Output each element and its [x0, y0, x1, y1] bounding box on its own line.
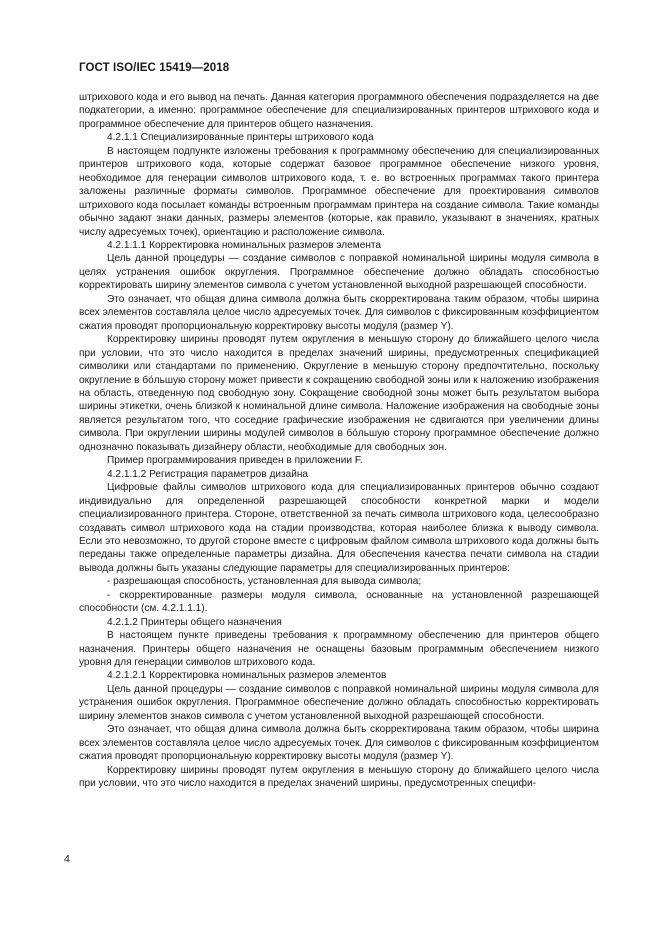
paragraph: Это означает, что общая длина символа должна быть скорректирована таким образом, чтобы ширина всех элементов составляла целое число адресуемых точек. Для символов с фиксированным коэффициентом сжатия проводят пропорциональную корректировку высоты модуля (размер Y). — [79, 293, 599, 332]
paragraph: В настоящем подпункте изложены требования к программному обеспечению для специализированных принтеров штрихового кода, которые содержат базовое программное обеспечение низкого уровня, необходимое для генерации символов штрихового кода, т. е. во встроенных программах такого принтера заложены различные форматы символов. Программное обеспечение для проектирования символов штрихового кода посылает команды встроенным программам принтера на создание символа. Такие команды обычно задают знаки данных, размеры элементов (которые, как правило, указывают в значениях, кратных числу адресуемых точек), ориентацию и расположение символа. — [79, 145, 599, 238]
paragraph: штрихового кода и его вывод на печать. Данная категория программного обеспечения подразделяется на две подкатегории, а именно: программное обеспечение для специализированных принтеров штрихового кода и программное обеспечение для принтеров общего назначения. — [79, 92, 599, 130]
paragraph: Цель данной процедуры — создание символов с поправкой номинальной ширины модуля символа в целях устранения ошибок округления. Программное обеспечение должно обладать способностью корректировать ширину элементов символа с учетом установленной выходной разрешающей способности. — [79, 253, 599, 292]
section-heading: 4.2.1.2 Принтеры общего назначения — [107, 616, 282, 628]
paragraph: Это означает, что общая длина символа должна быть скорректирована таким образом, чтобы ширина всех элементов составляла целое число адресуемых точек. Для символов с фиксированным коэффициентом сжатия проводят пропорциональную корректировку высоты модуля (размер Y). — [79, 724, 599, 763]
document-body — [79, 91, 599, 791]
list-item: - скорректированные размеры модуля символа, основанные на установленной разрешающей способности (см. 4.2.1.1.1). — [79, 589, 599, 615]
paragraph: Пример программирования приведен в приложении F. — [107, 455, 363, 467]
paragraph: Цифровые файлы символов штрихового кода для специализированных принтеров обычно создают индивидуально для определенной разрешающей способности конкретной марки и модели специализированного принтера. Стороне, ответственной за печать символа штрихового кода, целесообразно создавать символ штрихового кода на стадии производства, которая наиболее близка к выводу символа. Если это невозможно, то другой стороне вместе с цифровым файлом символа штрихового кода должны быть переданы также определенные параметры дизайна. Для обеспечения качества печати символа на стадии вывода должны быть указаны следующие параметры для специализированных принтеров: — [79, 482, 599, 574]
paragraph: В настоящем пункте приведены требования к программному обеспечению для принтеров общего назначения. Принтеры общего назначения не оснащены базовым программным обеспечением низкого уровня для генерации символов штрихового кода. — [79, 630, 599, 669]
list-item: - разрешающая способность, установленная для вывода символа; — [107, 576, 422, 588]
document-header: ГОСТ ISO/IEC 15419—2018 — [79, 62, 230, 74]
paragraph: Корректировку ширины проводят путем округления в меньшую сторону до ближайшего целого числа при условии, что это число находится в пределах значений ширины, предусмотренных спецификацией символики или стандартами по применению. Округление в меньшую сторону предпочтительно, поскольку округление в бо́льшую сторону может привести к сокращению свободной зоны или к наложению изображения на область, отведенную под свободную зону. Сокращение свободной зоны может быть результатом выбора ширины этикетки, очень близкой к номинальной длине символа. Наложение изображения на свободные зоны является результатом того, что соседние графические изображения не сдвигаются при увеличении длины символа. При округлении ширины модулей символов в бо́льшую сторону программное обеспечение должно однозначно показывать дизайнеру области, необходимые для свободных зон. — [79, 334, 599, 453]
section-heading: 4.2.1.1.2 Регистрация параметров дизайна — [107, 468, 309, 480]
paragraph: Корректировку ширины проводят путем округления в меньшую сторону до ближайшего целого числа при условии, что это число находится в пределах значений ширины, предусмотренных специфи- — [79, 764, 599, 790]
section-heading: 4.2.1.1.1 Корректировка номинальных размеров элемента — [107, 239, 382, 251]
section-heading: 4.2.1.1 Специализированные принтеры штрихового кода — [107, 132, 374, 144]
section-heading: 4.2.1.2.1 Корректировка номинальных размеров элементов — [107, 670, 387, 682]
page-number: 4 — [64, 853, 70, 865]
paragraph: Цель данной процедуры — создание символов с поправкой номинальной ширины модуля символа для устранения ошибок округления. Программное обеспечение должно обладать способностью корректировать ширину элементов знаков символа с учетом установленной выходной разрешающей способности. — [79, 683, 599, 722]
